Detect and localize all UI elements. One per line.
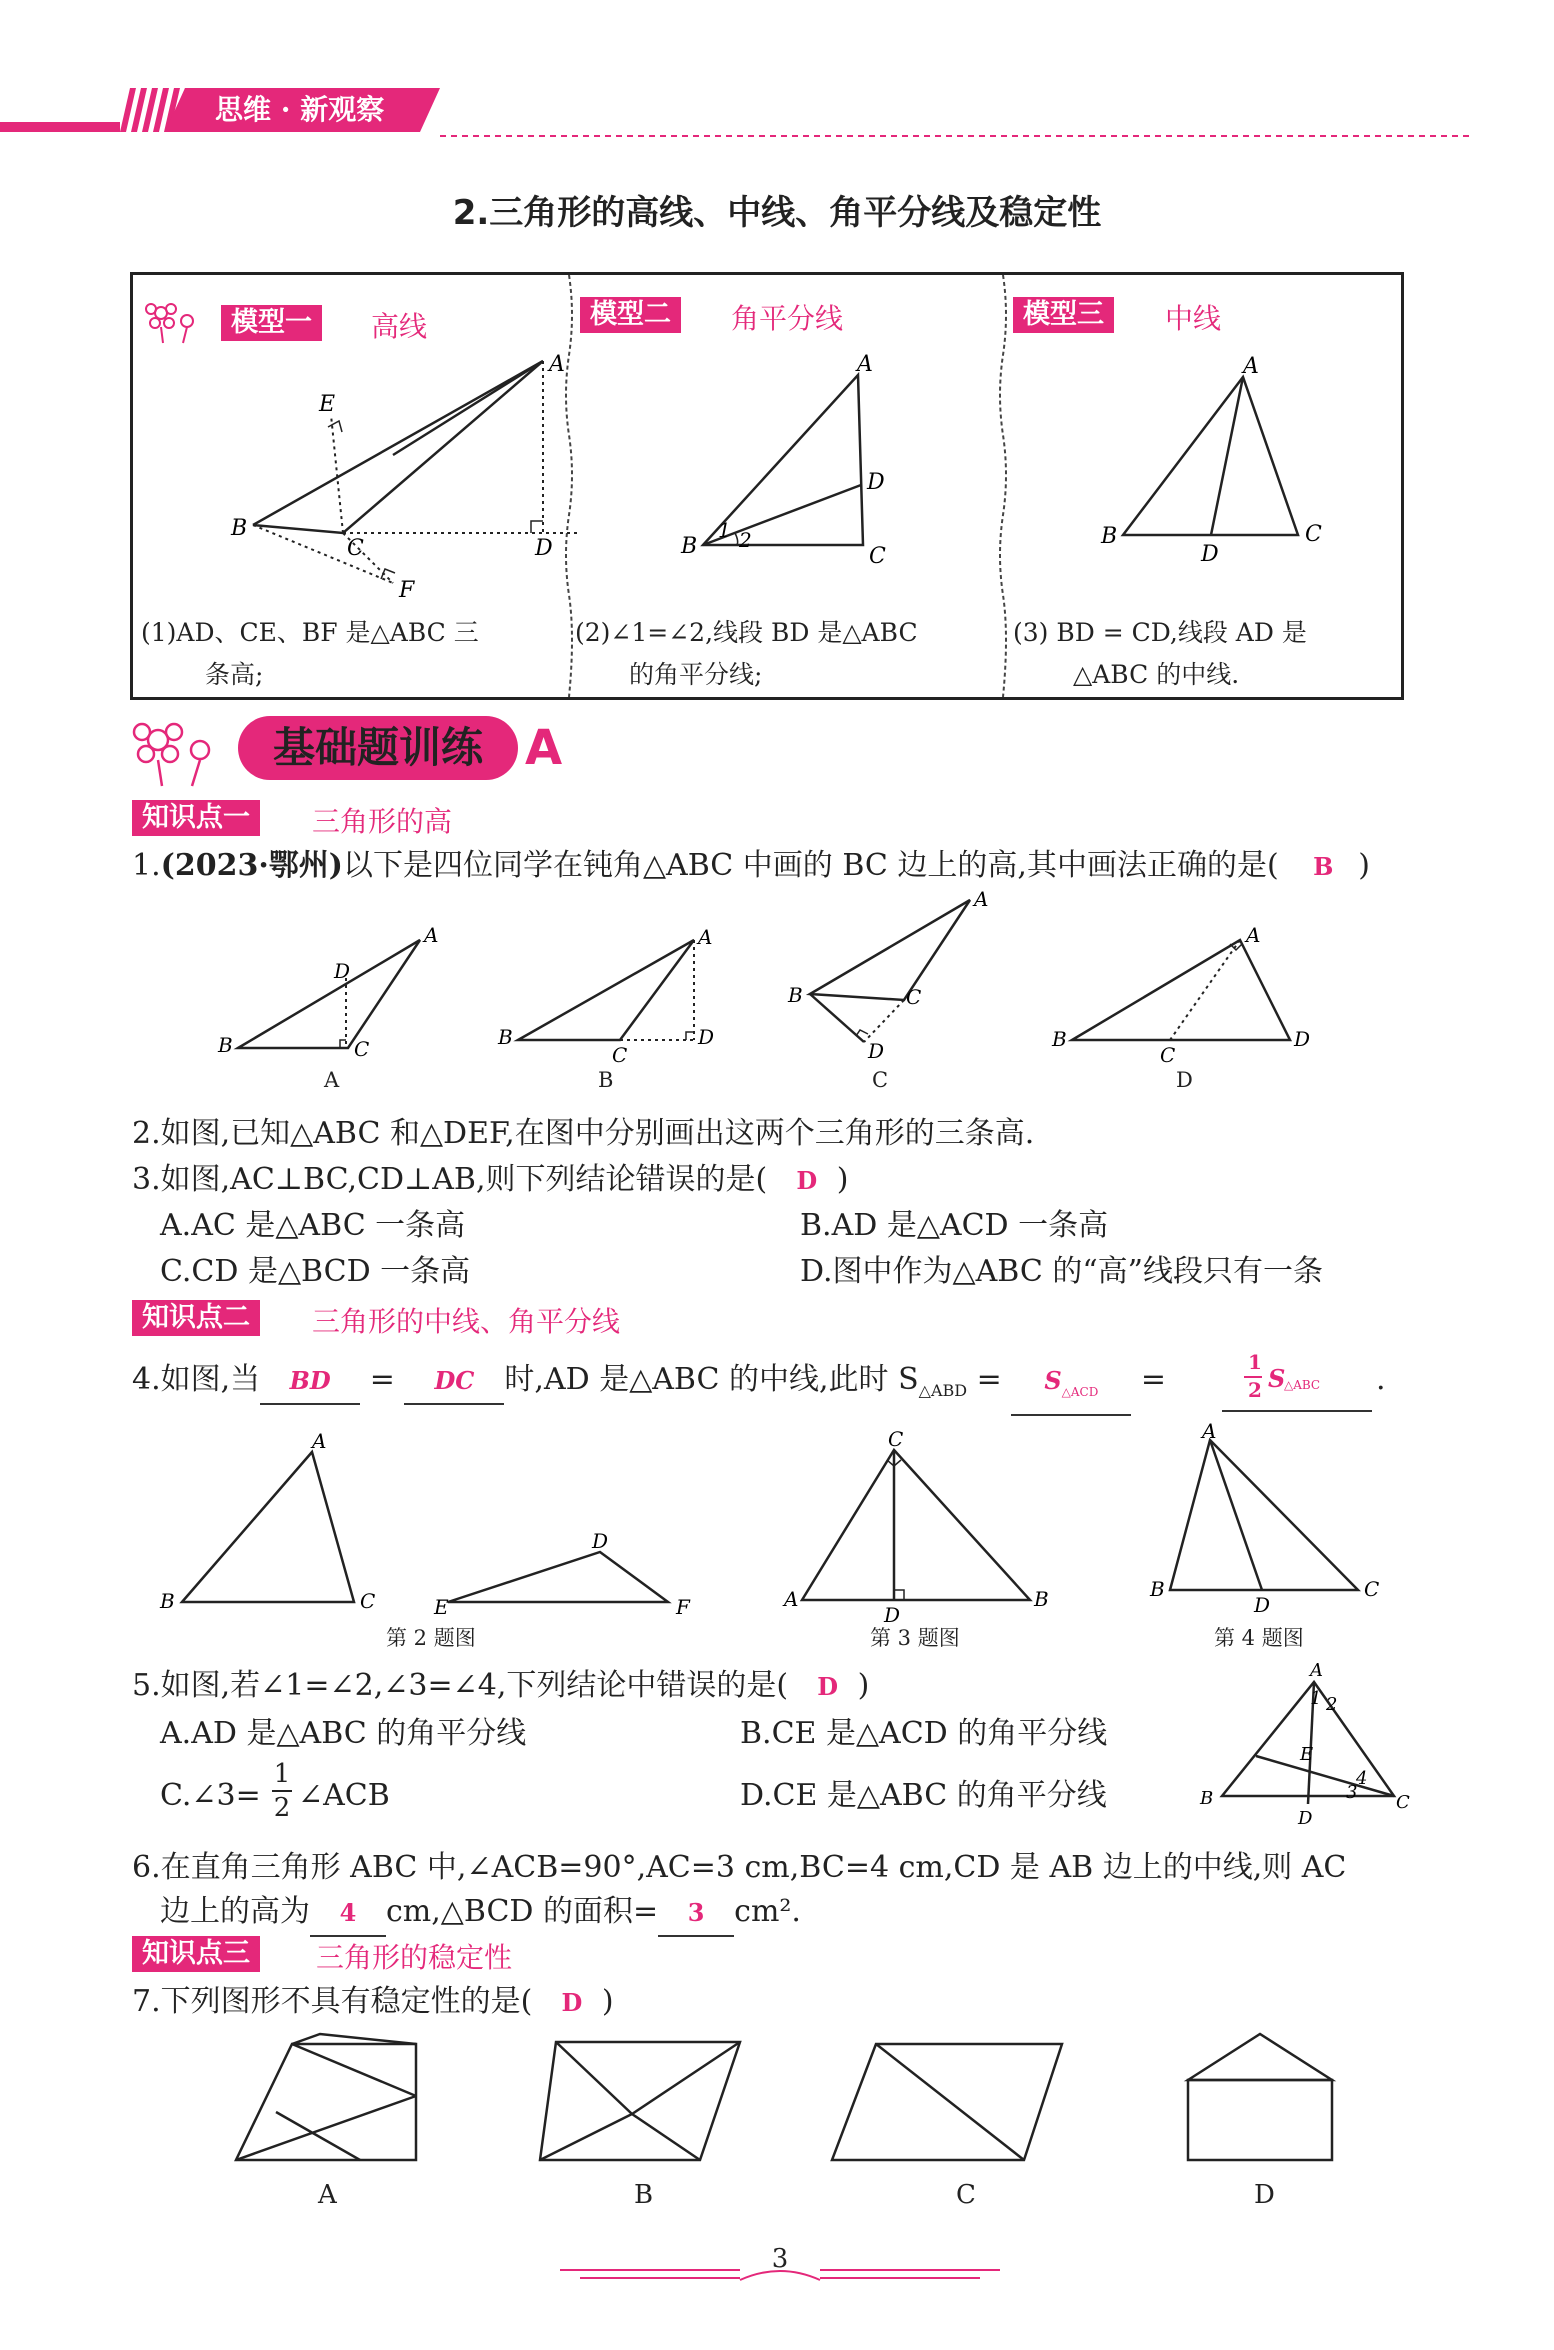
- q4-A: A: [1202, 1419, 1217, 1443]
- knowledge-3-title: 三角形的稳定性: [316, 1941, 513, 1974]
- q6-line2: [160, 1890, 801, 1937]
- knowledge-1-tag: 知识点一: [132, 800, 260, 836]
- label-C2: C: [869, 544, 886, 569]
- q5-angle-3: 3: [1346, 1782, 1358, 1803]
- q1a-C: C: [354, 1037, 370, 1061]
- q5-option-b: B.CE 是△ACD 的角平分线: [740, 1716, 1108, 1751]
- caption-q2: 第 2 题图: [386, 1626, 476, 1650]
- model-2-tag: 模型二: [580, 297, 681, 333]
- label-A3: A: [1243, 354, 1259, 379]
- q7-text: 7.下列图形不具有稳定性的是(: [132, 1984, 533, 2019]
- q2a-B: B: [160, 1589, 175, 1613]
- q1c-B: B: [788, 983, 803, 1007]
- q3-text: 3.如图,AC⊥BC,CD⊥AB,则下列结论错误的是(: [132, 1162, 768, 1197]
- q1-answer: B: [1313, 852, 1334, 881]
- q4-ans3-sub: △ACD: [1061, 1385, 1099, 1399]
- q4-eq: =: [369, 1362, 395, 1397]
- q234-figures: [150, 1419, 1400, 1630]
- model-2-figure: [673, 352, 993, 595]
- q2b-F: F: [676, 1595, 690, 1619]
- q5-C: C: [1396, 1792, 1410, 1813]
- q5-close: ): [857, 1668, 870, 1703]
- q3-C: C: [888, 1427, 904, 1451]
- section-title: 2.三角形的高线、中线、角平分线及稳定性: [452, 193, 1102, 233]
- q3-D: D: [884, 1603, 901, 1627]
- label-F: F: [399, 578, 415, 603]
- q3-B: B: [1034, 1587, 1049, 1611]
- q1c-D: D: [868, 1039, 885, 1063]
- training-title: 基础题训练: [272, 723, 483, 772]
- q4-ans4-sub: △ABC: [1284, 1378, 1321, 1392]
- header-label: 思维 · 新观察: [215, 93, 385, 126]
- q4-prefix: 4.如图,当: [132, 1362, 261, 1397]
- model-3-desc1: (3) BD = CD,线段 AD 是: [1013, 618, 1307, 647]
- q4-eq2: =: [976, 1362, 1002, 1397]
- q4-blank-3: [1011, 1358, 1131, 1416]
- q7-option-d: D: [1254, 2180, 1275, 2210]
- label-A2: A: [857, 352, 873, 377]
- q6-line2-mid: cm,△BCD 的面积=: [386, 1894, 659, 1929]
- q1d-D: D: [1294, 1027, 1311, 1051]
- label-D: D: [535, 536, 553, 561]
- model-1-figure: [223, 352, 565, 603]
- model-3-desc2: △ABC 的中线.: [1073, 660, 1240, 689]
- knowledge-1-title: 三角形的高: [312, 805, 453, 838]
- q4-eq3: =: [1140, 1362, 1167, 1397]
- q6-line1: 6.在直角三角形 ABC 中,∠ACB=90°,AC=3 cm,BC=4 cm,CD 是 AB 边上的中线,则 AC: [132, 1850, 1347, 1885]
- training-level: A: [525, 720, 563, 776]
- knowledge-2-title: 三角形的中线、角平分线: [312, 1305, 621, 1338]
- model-1-title: 高线: [371, 310, 428, 343]
- q5-figure: [1196, 1660, 1416, 1830]
- q1b-B: B: [498, 1025, 513, 1049]
- q1a-B: B: [218, 1033, 233, 1057]
- angle-2: 2: [739, 528, 752, 552]
- flower-icon-2: [128, 710, 238, 790]
- q5-D: D: [1298, 1808, 1313, 1829]
- q5-answer: D: [817, 1672, 839, 1701]
- q5-option-c: [160, 1774, 261, 1818]
- q5-angle-1: 1: [1310, 1688, 1322, 1709]
- q5-optc-num: 1: [272, 1758, 292, 1792]
- q5-E: E: [1300, 1744, 1314, 1765]
- q4-line: [132, 1358, 1166, 1416]
- q4-ans4-num: 1: [1248, 1350, 1262, 1374]
- model-2-desc1: (2)∠1=∠2,线段 BD 是△ABC: [575, 618, 918, 647]
- q6-blank-2: [658, 1890, 734, 1937]
- q6-ans1: 4: [339, 1898, 357, 1927]
- q4-end: .: [1376, 1362, 1386, 1397]
- q1-option-d: D: [1176, 1068, 1193, 1092]
- q7-answer: D: [561, 1988, 583, 2017]
- q2-text: 2.如图,已知△ABC 和△DEF,在图中分别画出这两个三角形的三条高.: [132, 1116, 1035, 1151]
- knowledge-3-tag: 知识点三: [132, 1936, 260, 1972]
- q1c-C: C: [906, 985, 922, 1009]
- model-2-title: 角平分线: [731, 302, 844, 335]
- q4-ans4-den: 2: [1248, 1378, 1262, 1402]
- q7-figures: [220, 2020, 1370, 2170]
- q5-text: 5.如图,若∠1=∠2,∠3=∠4,下列结论中错误的是(: [132, 1668, 789, 1703]
- q4-ans3: S: [1044, 1366, 1062, 1395]
- label-B3: B: [1101, 524, 1118, 549]
- q6-ans2: 3: [687, 1898, 705, 1927]
- q2b-D: D: [592, 1529, 609, 1553]
- label-D2: D: [867, 470, 885, 495]
- q3-A: A: [784, 1587, 799, 1611]
- caption-q3: 第 3 题图: [870, 1626, 960, 1650]
- q7-option-c: C: [956, 2180, 976, 2210]
- label-C3: C: [1305, 522, 1322, 547]
- q1-num: 1.: [132, 848, 161, 883]
- q5-optc-post: ∠ACB: [298, 1778, 390, 1813]
- q2b-E: E: [434, 1595, 449, 1619]
- q1-option-a: A: [324, 1068, 340, 1092]
- q2a-A: A: [312, 1429, 327, 1453]
- q5-A: A: [1310, 1660, 1323, 1681]
- q1-option-c: C: [872, 1068, 889, 1092]
- q1-close: ): [1358, 848, 1370, 883]
- q7-option-b: B: [634, 2180, 654, 2210]
- page-number: 3: [771, 2244, 789, 2274]
- q1-option-b: B: [598, 1068, 614, 1092]
- q3-answer: D: [796, 1166, 818, 1195]
- q3-option-a: A.AC 是△ABC 一条高: [160, 1208, 466, 1243]
- label-B2: B: [681, 534, 698, 559]
- q4-D: D: [1254, 1593, 1271, 1617]
- q5-angle-2: 2: [1326, 1694, 1338, 1715]
- q5-B: B: [1200, 1788, 1214, 1809]
- q1-text: 以下是四位同学在钝角△ABC 中画的 BC 边上的高,其中画法正确的是(: [342, 848, 1279, 883]
- q1-line: [132, 844, 1370, 889]
- model-box: [130, 272, 1404, 700]
- q1d-B: B: [1052, 1027, 1067, 1051]
- model-2-desc2: 的角平分线;: [629, 660, 763, 689]
- q1b-D: D: [698, 1025, 715, 1049]
- q5-line: [132, 1664, 869, 1709]
- label-C: C: [347, 536, 364, 561]
- flower-icon: [143, 295, 203, 345]
- q4-ans1: BD: [289, 1366, 331, 1395]
- model-1-tag: 模型一: [221, 305, 322, 341]
- q5-option-a: A.AD 是△ABC 的角平分线: [160, 1716, 527, 1751]
- q4-blank-1: [260, 1358, 360, 1405]
- angle-1: 1: [718, 518, 731, 542]
- caption-q4: 第 4 题图: [1214, 1626, 1304, 1650]
- q3-option-d: D.图中作为△ABC 的“高”线段只有一条: [800, 1254, 1324, 1289]
- q1d-A: A: [1246, 923, 1261, 947]
- q3-option-c: C.CD 是△BCD 一条高: [160, 1254, 471, 1289]
- q5-optc-pre: C.∠3=: [160, 1778, 261, 1813]
- q5-optc-frac: [272, 1758, 292, 1824]
- q4-sub: △ABD: [918, 1381, 968, 1400]
- q4-C: C: [1364, 1577, 1380, 1601]
- q7-close: ): [601, 1984, 614, 2019]
- model-1-desc2: 条高;: [205, 660, 264, 689]
- q6-line2-pre: 边上的高为: [160, 1894, 310, 1929]
- q6-line2-post: cm².: [734, 1894, 801, 1929]
- q4-ans2: DC: [434, 1366, 475, 1395]
- q1a-D: D: [334, 959, 351, 983]
- q4-mid: 时,AD 是△ABC 的中线,此时 S: [504, 1362, 919, 1397]
- q4-ans4: S: [1268, 1364, 1286, 1393]
- q4-blank-2: [404, 1358, 504, 1405]
- q3-option-b: B.AD 是△ACD 一条高: [800, 1208, 1109, 1243]
- q1a-A: A: [424, 923, 439, 947]
- q1b-C: C: [612, 1043, 628, 1067]
- label-D3: D: [1201, 542, 1219, 567]
- q5-option-d: D.CE 是△ABC 的角平分线: [740, 1778, 1107, 1813]
- q1b-A: A: [698, 925, 713, 949]
- knowledge-2-tag: 知识点二: [132, 1300, 260, 1336]
- q7-line: [132, 1980, 614, 2025]
- model-3-tag: 模型三: [1013, 297, 1114, 333]
- q1c-A: A: [974, 887, 989, 911]
- label-B: B: [231, 516, 248, 541]
- model-3-figure: [1093, 355, 1393, 575]
- label-A: A: [549, 352, 565, 377]
- q4-B: B: [1150, 1577, 1165, 1601]
- q3-close: ): [836, 1162, 849, 1197]
- q5-optc-den: 2: [273, 1793, 291, 1823]
- q1-source: (2023·鄂州): [160, 848, 343, 883]
- header-bar: [0, 80, 1554, 140]
- q2a-C: C: [360, 1589, 376, 1613]
- q7-option-a: A: [318, 2180, 337, 2210]
- q6-blank-1: [310, 1890, 386, 1937]
- q4-blank-4: [1222, 1350, 1372, 1412]
- q1d-C: C: [1160, 1043, 1176, 1067]
- model-3-title: 中线: [1165, 302, 1222, 335]
- model-1-desc1: (1)AD、CE、BF 是△ABC 三: [141, 618, 479, 647]
- q5-angle-4: 4: [1356, 1768, 1368, 1789]
- q3-line: [132, 1158, 848, 1203]
- label-E: E: [319, 392, 336, 417]
